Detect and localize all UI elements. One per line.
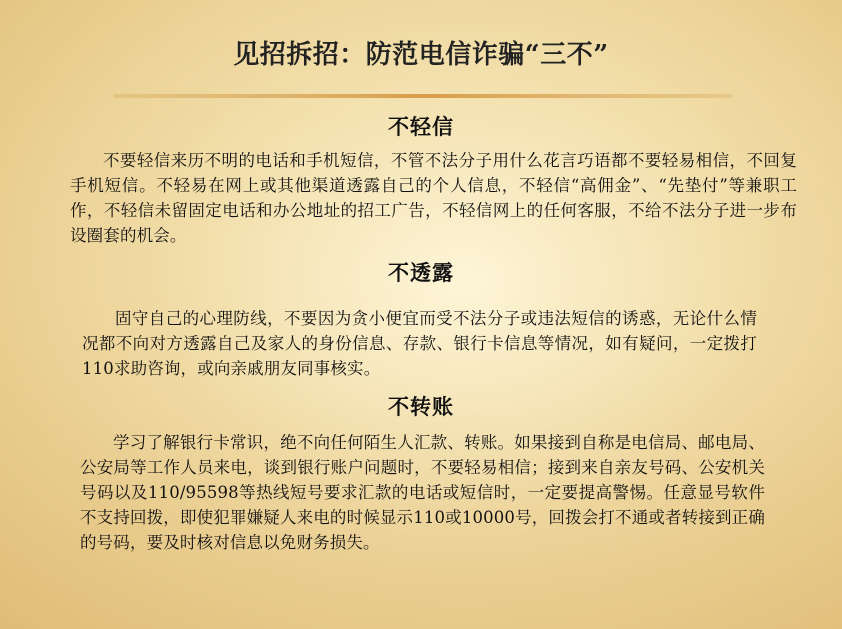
title-divider xyxy=(113,94,733,98)
section-heading-not-disclose: 不透露 xyxy=(388,260,454,285)
slide-title: 见招拆招：防范电信诈骗“三不” xyxy=(233,40,609,70)
section-body-not-disclose: 固守自己的心理防线，不要因为贪小便宜而受不法分子或违法短信的诱惑，无论什么情况都不向对方透露自己及家人的身份信息、存款、银行卡信息等情况，如有疑问，一定拨打110求助咨询，或向亲戚朋友同事核实。 xyxy=(82,309,757,378)
section-body-not-transfer: 学习了解银行卡常识，绝不向任何陌生人汇款、转账。如果接到自称是电信局、邮电局、公安局等工作人员来电，谈到银行账户问题时，不要轻易相信；接到来自亲友号码、公安机关号码以及110/95598等热线短号要求汇款的电话或短信时，一定要提高警惕。任意显号软件不支持回拨，即使犯罪嫌疑人来电的时候显示110或10000号，回拨会打不通或者转接到正确的号码，要及时核对信息以免财务损失。 xyxy=(80,433,765,552)
section-body-not-believe: 不要轻信来历不明的电话和手机短信，不管不法分子用什么花言巧语都不要轻易相信，不回复手机短信。不轻易在网上或其他渠道透露自己的个人信息，不轻信“高佣金”、“先垫付”等兼职工作，不轻信未留固定电话和办公地址的招工广告，不轻信网上的任何客服，不给不法分子进一步布设圈套的机会。 xyxy=(70,151,797,245)
section-heading-not-believe: 不轻信 xyxy=(388,114,454,139)
section-heading-not-transfer: 不转账 xyxy=(388,394,454,419)
